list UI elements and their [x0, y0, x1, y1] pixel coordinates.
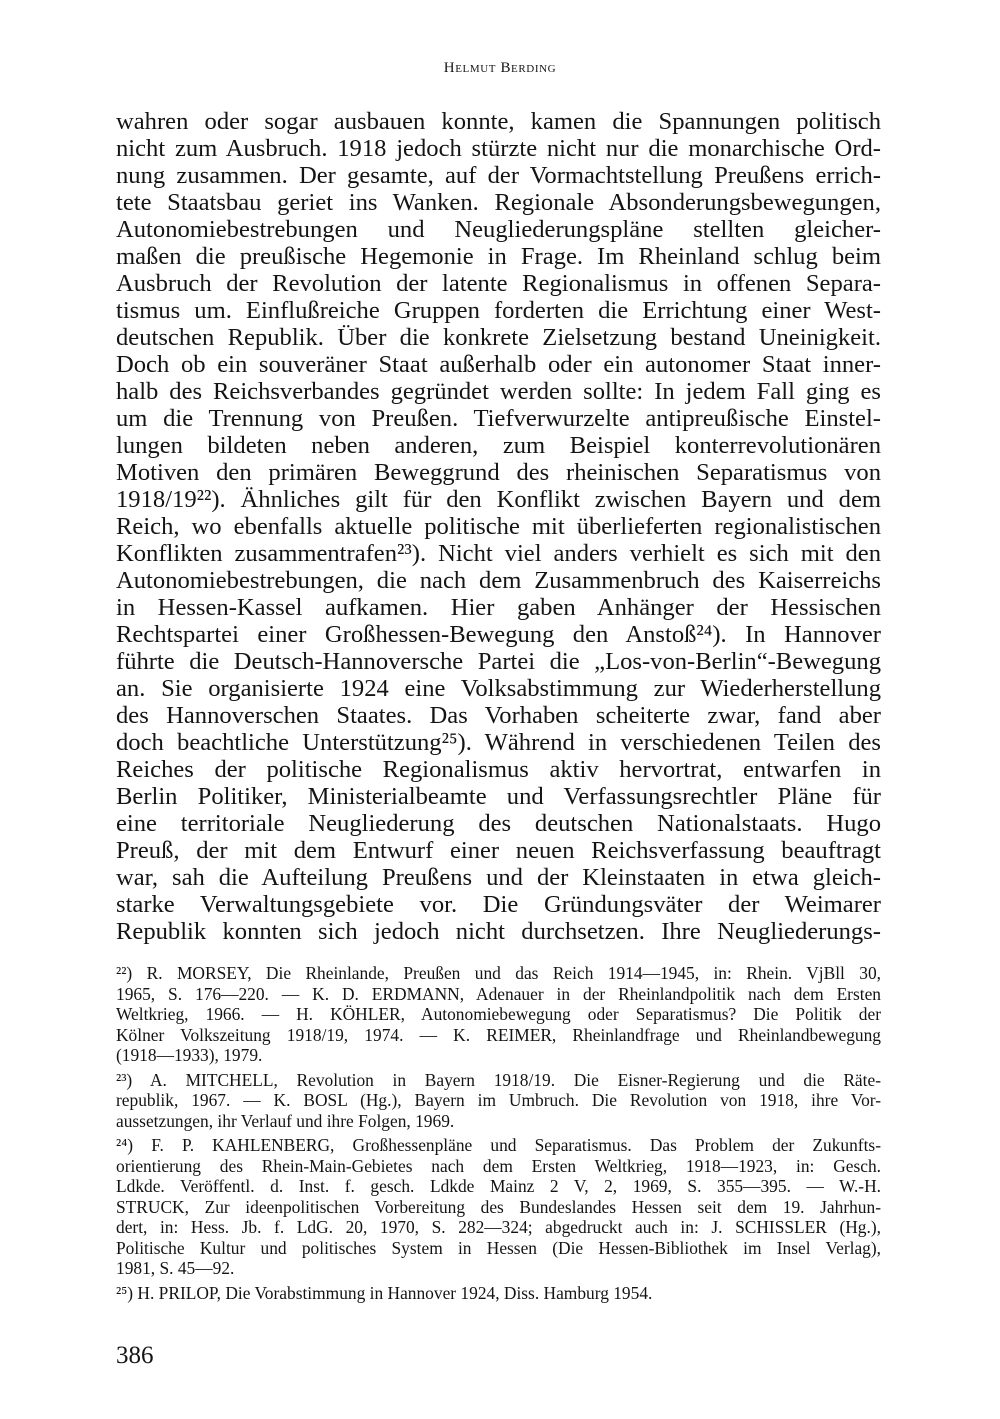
body-line: lungen bildeten neben anderen, zum Beispiel konterrevolutionären — [116, 432, 881, 459]
body-line: 1918/19²²). Ähnliches gilt für den Konflikt zwischen Bayern und dem — [116, 486, 881, 513]
footnote-24 — [116, 1135, 881, 1279]
footnote-line: Weltkrieg, 1966. — H. KÖHLER, Autonomiebewegung oder Separatismus? Die Politik der — [116, 1004, 881, 1024]
footnote-line: (1918—1933), 1979. — [116, 1045, 263, 1065]
body-line: Autonomiebestrebungen, die nach dem Zusammenbruch des Kaiserreichs — [116, 567, 881, 594]
running-head-author: Helmut Berding — [443, 60, 557, 76]
footnote-line: republik, 1967. — K. BOSL (Hg.), Bayern im Umbruch. Die Revolution von 1918, ihre Vor- — [116, 1090, 881, 1110]
body-line: war, sah die Aufteilung Preußens und der Kleinstaaten in etwa gleich- — [116, 864, 881, 891]
body-line: Republik konnten sich jedoch nicht durchsetzen. Ihre Neugliederungs- — [116, 918, 881, 945]
footnote-line: aussetzungen, ihr Verlauf und ihre Folgen, 1969. — [116, 1110, 455, 1131]
body-line: an. Sie organisierte 1924 eine Volksabstimmung zur Wiederherstellung — [116, 675, 881, 702]
footnote-line: ²²) R. MORSEY, Die Rheinlande, Preußen und das Reich 1914—1945, in: Rhein. VjBll 30, — [116, 963, 881, 983]
footnote-23 — [116, 1070, 881, 1132]
footnote-line: 1981, S. 45—92. — [116, 1258, 235, 1278]
body-line: Autonomiebestrebungen und Neugliederungspläne stellten gleicher- — [116, 216, 881, 243]
footnote-line: orientierung des Rhein-Main-Gebietes nach dem Ersten Weltkrieg, 1918—1923, in: Gesch. — [116, 1155, 881, 1176]
body-line: wahren oder sogar ausbauen konnte, kamen die Spannungen politisch — [116, 108, 881, 135]
footnotes — [116, 963, 881, 1307]
footnote-25 — [116, 1283, 881, 1304]
running-head — [0, 60, 1000, 77]
body-line: Konflikten zusammentrafen²³). Nicht viel anders verhielt es sich mit den — [116, 540, 881, 567]
footnote-line: STRUCK, Zur ideenpolitischen Vorbereitung des Bundeslandes Hessen seit dem 19. Jahrhun- — [116, 1196, 881, 1217]
body-line: starke Verwaltungsgebiete vor. Die Gründungsväter der Weimarer — [116, 891, 881, 918]
footnote-line: dert, in: Hess. Jb. f. LdG. 20, 1970, S. 282—324; abgedruckt auch in: J. SCHISSLER (Hg.), — [116, 1217, 881, 1237]
body-line: Doch ob ein souveräner Staat außerhalb oder ein autonomer Staat inner- — [116, 351, 881, 378]
page-number: 386 — [116, 1342, 154, 1369]
body-line: deutschen Republik. Über die konkrete Zielsetzung bestand Uneinigkeit. — [116, 324, 881, 351]
body-line: maßen die preußische Hegemonie in Frage. Im Rheinland schlug beim — [116, 243, 881, 270]
body-line: des Hannoverschen Staates. Das Vorhaben scheiterte zwar, fand aber — [116, 702, 881, 729]
footnote-line: ²⁵) H. PRILOP, Die Vorabstimmung in Hannover 1924, Diss. Hamburg 1954. — [116, 1282, 653, 1303]
body-line: Ausbruch der Revolution der latente Regionalismus in offenen Separa- — [116, 270, 881, 297]
footnote-line: ²³) A. MITCHELL, Revolution in Bayern 1918/19. Die Eisner-Regierung und die Räte- — [116, 1069, 881, 1090]
body-line: nicht zum Ausbruch. 1918 jedoch stürzte nicht nur die monarchische Ord- — [116, 135, 881, 162]
body-line: Motiven den primären Beweggrund des rheinischen Separatismus von — [116, 459, 881, 486]
footnote-line: Ldkde. Veröffentl. d. Inst. f. gesch. Ldkde Mainz 2 V, 2, 1969, S. 355—395. — W.-H. — [116, 1176, 881, 1196]
body-line: Reich, wo ebenfalls aktuelle politische mit überlieferten regionalistischen — [116, 513, 881, 540]
body-line: doch beachtliche Unterstützung²⁵). Während in verschiedenen Teilen des — [116, 729, 881, 756]
body-line: Rechtspartei einer Großhessen-Bewegung den Anstoß²⁴). In Hannover — [116, 621, 881, 648]
body-line: Preuß, der mit dem Entwurf einer neuen Reichsverfassung beauftragt — [116, 837, 881, 864]
body-line: halb des Reichsverbandes gegründet werden sollte: In jedem Fall ging es — [116, 378, 881, 405]
footnote-line: 1965, S. 176—220. — K. D. ERDMANN, Adenauer in der Rheinlandpolitik nach dem Ersten — [116, 983, 881, 1004]
body-text — [116, 108, 881, 972]
footnote-22 — [116, 963, 881, 1066]
body-line: Reiches der politische Regionalismus aktiv hervortrat, entwarfen in — [116, 756, 881, 783]
body-line: Berlin Politiker, Ministerialbeamte und Verfassungsrechtler Pläne für — [116, 783, 881, 810]
footnote-line: Kölner Volkszeitung 1918/19, 1974. — K. REIMER, Rheinlandfrage und Rheinlandbewegung — [116, 1024, 881, 1045]
body-line: um die Trennung von Preußen. Tiefverwurzelte antipreußische Einstel- — [116, 405, 881, 432]
body-line: tismus um. Einflußreiche Gruppen forderten die Errichtung einer West- — [116, 297, 881, 324]
footnote-line: Politische Kultur und politisches System in Hessen (Die Hessen-Bibliothek im Insel Verlag), — [116, 1237, 881, 1258]
body-line: tete Staatsbau geriet ins Wanken. Regionale Absonderungsbewegungen, — [116, 189, 881, 216]
body-line: führte die Deutsch-Hannoversche Partei die „Los-von-Berlin“-Bewegung — [116, 648, 881, 675]
body-line: in Hessen-Kassel aufkamen. Hier gaben Anhänger der Hessischen — [116, 594, 881, 621]
body-line: eine territoriale Neugliederung des deutschen Nationalstaats. Hugo — [116, 810, 881, 837]
footnote-line: ²⁴) F. P. KAHLENBERG, Großhessenpläne und Separatismus. Das Problem der Zukunfts- — [116, 1135, 881, 1155]
body-line: nung zusammen. Der gesamte, auf der Vormachtstellung Preußens errich- — [116, 162, 881, 189]
